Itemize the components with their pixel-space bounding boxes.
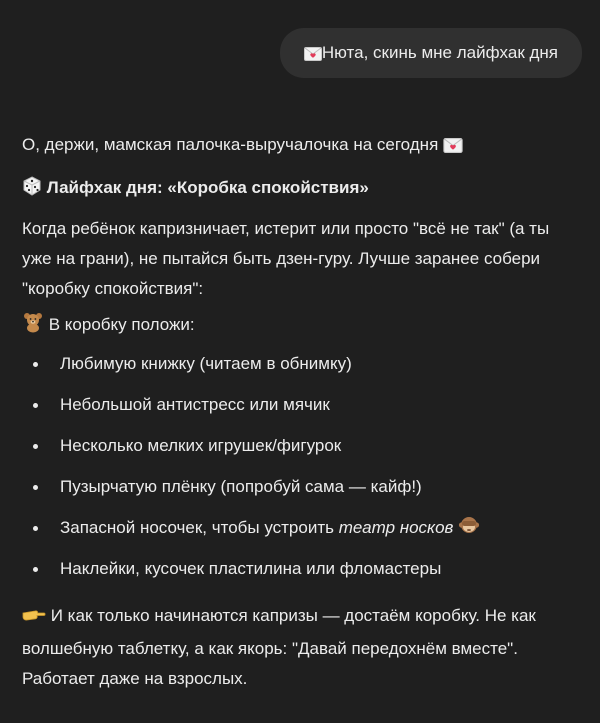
love-letter-icon: [443, 133, 463, 163]
lifehack-heading: [22, 173, 582, 206]
user-message-bubble: [280, 28, 582, 78]
list-item: Пузырчатую плёнку (попробуй сама — кайф!): [22, 472, 582, 513]
list-item: Небольшой антистресс или мячик: [22, 390, 582, 431]
user-message-row: [280, 28, 582, 78]
assistant-intro: [22, 130, 582, 163]
user-message-text: Нюта, скинь мне лайфхак дня: [321, 43, 558, 62]
box-contents-subheading: [22, 310, 582, 343]
box-contents-list: [22, 349, 582, 595]
intro-text: О, держи, мамская палочка-выручалочка на сегодня: [22, 135, 439, 154]
lifehack-paragraph: Когда ребёнок капризничает, истерит или просто "всё не так" (а ты уже на грани), не пытайся быть дзен-гуру. Лучше заранее собери "коробку спокойствия":: [22, 219, 550, 298]
list-item: Любимую книжку (читаем в обнимку): [22, 349, 582, 390]
dice-icon: [22, 176, 42, 206]
sock-theater-italic: театр носков: [338, 518, 454, 537]
lifehack-conclusion: [22, 601, 582, 694]
list-item: Запасной носочек, чтобы устроить театр носков: [22, 513, 582, 554]
pointing-right-icon: [22, 604, 46, 634]
assistant-message: [22, 130, 582, 694]
box-contents-subheading-text: В коробку положи:: [48, 315, 195, 334]
see-no-evil-monkey-icon: [458, 514, 480, 546]
list-item: Несколько мелких игрушек/фигурок: [22, 431, 582, 472]
list-item: Наклейки, кусочек пластилина или фломастеры: [22, 554, 582, 595]
teddy-bear-icon: [22, 311, 44, 343]
lifehack-heading-text: Лайфхак дня: «Коробка спокойствия»: [46, 178, 369, 197]
conclusion-text: И как только начинаются капризы — достаём коробку. Не как волшебную таблетку, а как якорь: "Давай передохнём вместе". Работает даже на взрослых.: [22, 606, 536, 688]
love-letter-icon: [304, 31, 322, 81]
